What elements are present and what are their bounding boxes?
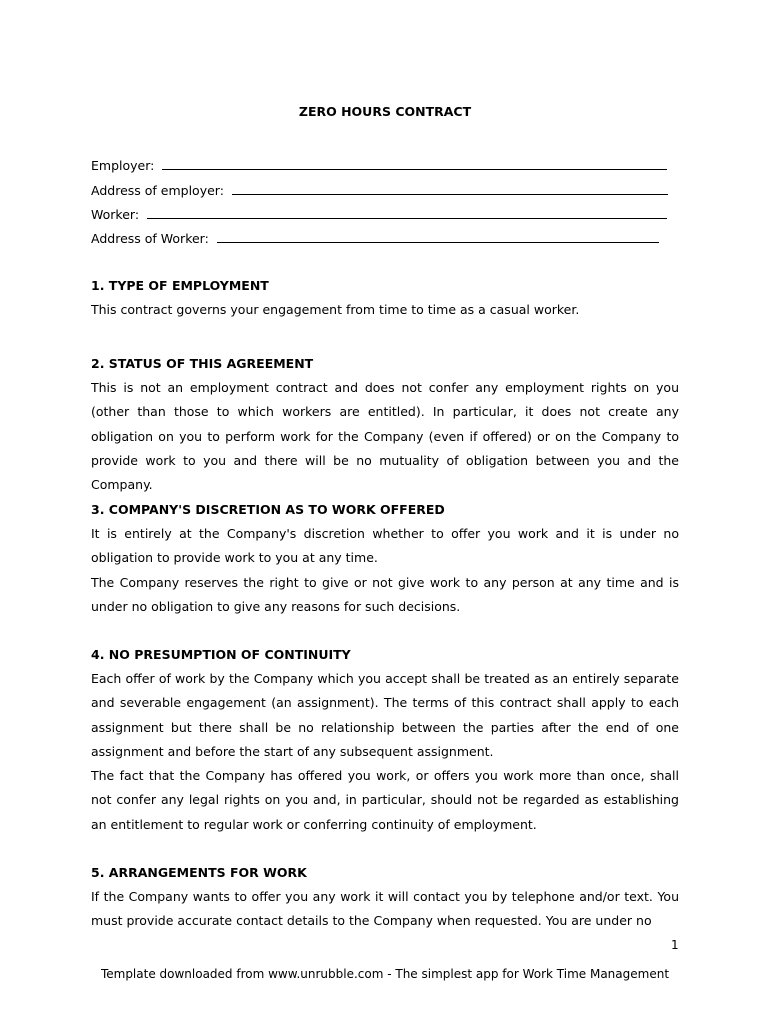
section-paragraph: If the Company wants to offer you any work it will contact you by telephone and/or text. You must provide accurate contact details to the Company when requested. You are under no <box>91 889 679 929</box>
section-paragraph: This is not an employment contract and does not confer any employment rights on you (other than those to which workers are entitled). In particular, it does not create any obligation on you to perform work for the Company (even if offered) or on the Company to provide work to you and there will be no mutuality of obligation between you and the Company. <box>91 380 679 493</box>
section-status-of-agreement <box>91 352 679 497</box>
worker-blank-line <box>147 205 667 219</box>
section-paragraph: The Company reserves the right to give or not give work to any person at any time and is under no obligation to give any reasons for such decisions. <box>91 574 679 614</box>
section-paragraph: It is entirely at the Company's discretion whether to offer you work and it is under no obligation to provide work to you at any time. <box>91 526 679 566</box>
worker-address-blank-line <box>217 229 659 243</box>
document-title: ZERO HOURS CONTRACT <box>298 104 472 119</box>
footer-text: Template downloaded from www.unrubble.com - The simplest app for Work Time Management <box>100 967 670 981</box>
employer-address-label: Address of employer: <box>91 183 224 198</box>
employer-address-field <box>91 181 668 198</box>
page-number: 1 <box>671 938 679 952</box>
worker-address-label: Address of Worker: <box>91 231 209 246</box>
worker-label: Worker: <box>91 207 140 222</box>
employer-address-blank-line <box>232 181 668 195</box>
section-paragraph: The fact that the Company has offered you work, or offers you work more than once, shall not confer any legal rights on you and, in particular, should not be regarded as establishing an entitlement to regular work or conferring continuity of employment. <box>91 768 679 832</box>
section-no-presumption-of-continuity <box>91 643 679 837</box>
employer-blank-line <box>162 156 667 170</box>
section-type-of-employment <box>91 274 679 322</box>
section-heading: 1. TYPE OF EMPLOYMENT <box>91 278 269 293</box>
employer-field <box>91 156 667 173</box>
section-paragraph: Each offer of work by the Company which you accept shall be treated as an entirely separate and severable engagement (an assignment). The terms of this contract shall apply to each assignment but there shall be no relationship between the parties after the end of one assignment and before the start of any subsequent assignment. <box>91 671 679 759</box>
worker-address-field <box>91 229 659 246</box>
section-heading: 5. ARRANGEMENTS FOR WORK <box>91 865 307 880</box>
section-heading: 4. NO PRESUMPTION OF CONTINUITY <box>91 647 351 662</box>
employer-label: Employer: <box>91 158 155 173</box>
section-arrangements-for-work <box>91 861 679 934</box>
section-heading: 3. COMPANY'S DISCRETION AS TO WORK OFFERED <box>91 502 445 517</box>
section-heading: 2. STATUS OF THIS AGREEMENT <box>91 356 314 371</box>
section-paragraph: This contract governs your engagement from time to time as a casual worker. <box>91 302 580 317</box>
section-company-discretion <box>91 498 679 619</box>
worker-field <box>91 205 667 222</box>
